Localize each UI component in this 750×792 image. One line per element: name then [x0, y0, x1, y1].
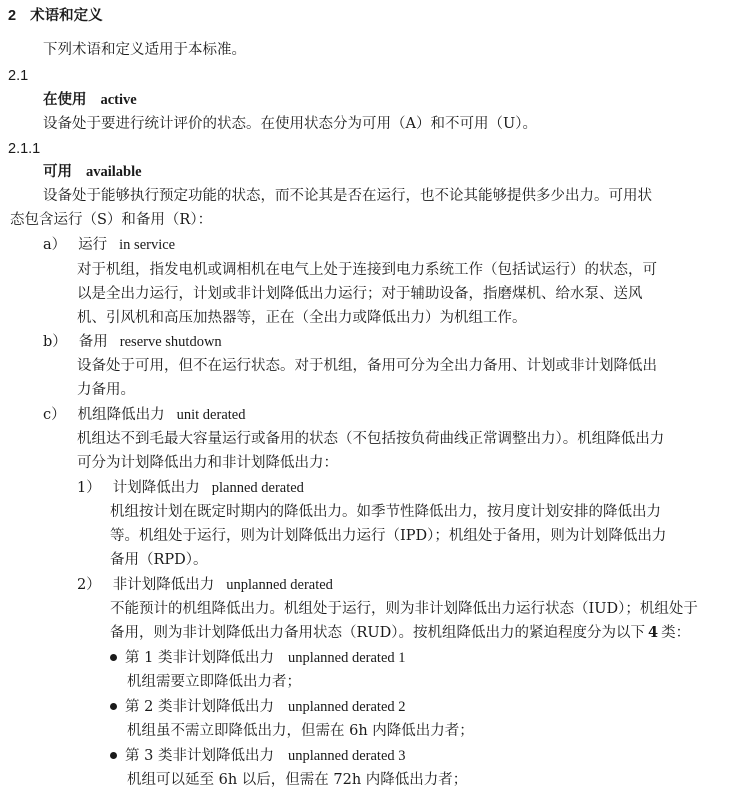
bullet-3-term-cn: 第 3 类非计划降低出力	[125, 748, 274, 764]
clause-number-2-1-1: 2.1.1	[8, 141, 41, 157]
bullet-1-term-en: unplanned derated 1	[287, 650, 406, 666]
subitem-2-term-en: unplanned derated	[226, 577, 333, 593]
item-b-term-en: reserve shutdown	[119, 334, 222, 350]
item-a-line2: 以是全出力运行，计划或非计划降低出力运行；对于辅助设备，指磨煤机、给水泵、送风	[77, 286, 643, 302]
bullet-dot-icon	[110, 654, 117, 661]
item-c-line2: 可分为计划降低出力和非计划降低出力：	[77, 455, 338, 471]
subitem-1-term-en: planned derated	[211, 480, 304, 496]
subitem-2-heading	[77, 575, 333, 595]
definition-2-1-1-line2: 态包含运行（S）和备用（R）：	[10, 212, 213, 228]
subitem-2-line2-post: 类：	[661, 625, 691, 641]
bullet-2-term-en: unplanned derated 2	[287, 699, 406, 715]
bullet-1-desc: 机组需要立即降低出力者；	[127, 674, 301, 690]
definition-2-1-1-line1: 设备处于能够执行预定功能的状态，而不论其是否在运行，也不论其能够提供多少出力。可用状	[43, 188, 652, 204]
term-cn: 可用	[43, 163, 72, 180]
bullet-1-heading	[110, 648, 406, 668]
section-heading	[8, 6, 103, 26]
subitem-2-marker: 2）	[77, 577, 101, 593]
item-c-heading	[43, 405, 245, 425]
item-a-marker: a）	[43, 237, 67, 253]
item-a-line3: 机、引风机和高压加热器等，正在（全出力或降低出力）为机组工作。	[77, 310, 527, 326]
term-2-1-1	[43, 162, 142, 182]
subitem-1-line1: 机组按计划在既定时期内的降低出力。如季节性降低出力，按月度计划安排的降低出力	[110, 504, 661, 520]
bullet-2-term-cn: 第 2 类非计划降低出力	[125, 699, 274, 715]
subitem-1-marker: 1）	[77, 480, 101, 496]
bullet-3-term-en: unplanned derated 3	[287, 748, 406, 764]
subitem-1-line3: 备用（RPD）。	[110, 552, 208, 568]
item-a-line1: 对于机组，指发电机或调相机在电气上处于连接到电力系统工作（包括试运行）的状态，可	[77, 262, 657, 278]
definition-2-1: 设备处于要进行统计评价的状态。在使用状态分为可用（A）和不可用（U）。	[43, 116, 537, 132]
term-en: available	[86, 164, 142, 180]
section-title: 术语和定义	[30, 7, 103, 24]
term-2-1	[43, 90, 137, 110]
item-b-marker: b）	[43, 334, 67, 350]
bullet-dot-icon	[110, 752, 117, 759]
item-c-term-en: unit derated	[176, 407, 246, 423]
subitem-2-line2	[110, 623, 690, 643]
item-c-term-cn: 机组降低出力	[77, 407, 165, 423]
subitem-2-line2-num: 4	[648, 624, 659, 641]
clause-number-2-1: 2.1	[8, 68, 29, 84]
item-a-term-cn: 运行	[78, 237, 108, 253]
section-number: 2	[8, 8, 17, 24]
subitem-1-term-cn: 计划降低出力	[112, 480, 200, 496]
bullet-2-heading	[110, 697, 406, 717]
bullet-2-desc: 机组虽不需立即降低出力，但需在 6h 内降低出力者；	[127, 723, 474, 739]
subitem-2-line1: 不能预计的机组降低出力。机组处于运行，则为非计划降低出力运行状态（IUD）；机组处于	[110, 601, 698, 617]
item-a-heading	[43, 235, 175, 255]
bullet-3-heading	[110, 746, 406, 766]
section-intro: 下列术语和定义适用于本标准。	[43, 42, 246, 58]
item-b-term-cn: 备用	[78, 334, 108, 350]
bullet-1-term-cn: 第 1 类非计划降低出力	[125, 650, 274, 666]
subitem-1-line2: 等。机组处于运行，则为计划降低出力运行（IPD）；机组处于备用，则为计划降低出力	[110, 528, 667, 544]
bullet-dot-icon	[110, 703, 117, 710]
item-c-line1: 机组达不到毛最大容量运行或备用的状态（不包括按负荷曲线正常调整出力）。机组降低出力	[77, 431, 665, 447]
term-cn: 在使用	[43, 91, 87, 108]
term-en: active	[100, 92, 137, 108]
subitem-2-line2-pre: 备用，则为非计划降低出力备用状态（RUD）。按机组降低出力的紧迫程度分为以下	[110, 625, 646, 641]
item-c-marker: c）	[43, 407, 66, 423]
item-a-term-en: in service	[119, 237, 176, 253]
item-b-heading	[43, 332, 222, 352]
subitem-2-term-cn: 非计划降低出力	[112, 577, 215, 593]
subitem-1-heading	[77, 478, 304, 498]
bullet-3-desc: 机组可以延至 6h 以后，但需在 72h 内降低出力者；	[127, 772, 468, 788]
item-b-line2: 力备用。	[77, 382, 135, 398]
item-b-line1: 设备处于可用，但不在运行状态。对于机组，备用可分为全出力备用、计划或非计划降低出	[77, 358, 657, 374]
